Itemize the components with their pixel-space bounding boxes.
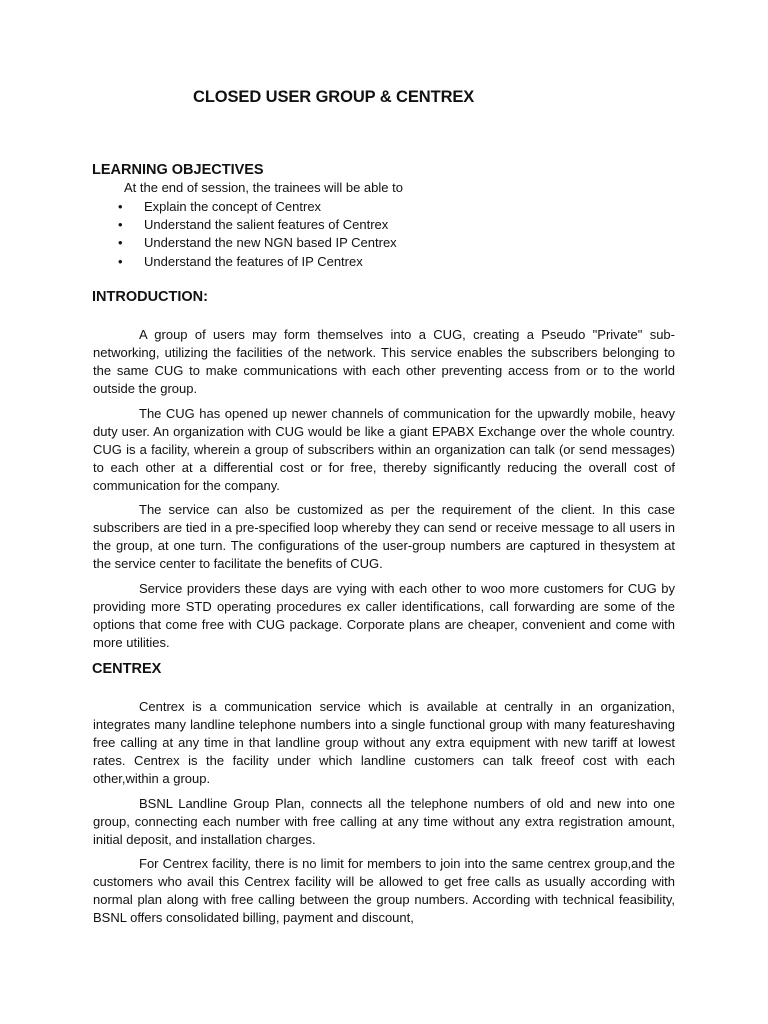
- centrex-paragraph: BSNL Landline Group Plan, connects all the telephone numbers of old and new into one group, connecting each number with free calling at any time without any extra registration amount, initial deposit, and installation charges.: [93, 796, 675, 847]
- objective-item: [120, 253, 397, 271]
- bullet-icon: •: [118, 235, 123, 251]
- introduction-paragraph: A group of users may form themselves into a CUG, creating a Pseudo "Private" sub-networking, utilizing the facilities of the network. This service enables the subscribers belonging to the same CUG to make communications with each other preventing access from or to the world outside the group.: [93, 327, 675, 396]
- objective-item: [120, 216, 397, 234]
- objective-text: Understand the salient features of Centrex: [144, 217, 389, 233]
- bullet-icon: •: [118, 217, 123, 233]
- objective-text: Understand the features of IP Centrex: [144, 253, 363, 269]
- objective-text: Understand the new NGN based IP Centrex: [144, 235, 397, 251]
- centrex-paragraph: For Centrex facility, there is no limit for members to join into the same centrex group,and the customers who avail this Centrex facility will be allowed to get free calls as usually according with normal plan along with free calling between the group numbers. According with technical feasibility, BSNL offers consolidated billing, payment and discount,: [93, 856, 675, 925]
- centrex-paragraph: Centrex is a communication service which is available at centrally in an organization, integrates many landline telephone numbers into a single functional group with many featureshaving free calling at any time in that landline group without any extra equipment with new tariff at lowest rates. Centrex is the facility under which landline customers can talk freeof cost with each other,within a group.: [93, 699, 675, 786]
- introduction-paragraph: The CUG has opened up newer channels of communication for the upwardly mobile, heavy duty user. An organization with CUG would be like a giant EPABX Exchange over the whole country. CUG is a facility, wherein a group of subscribers within an organization can talk (or send messages) to each other at a differential cost or for free, thereby significantly reducing the overall cost of communication for the company.: [93, 406, 675, 493]
- introduction-heading: INTRODUCTION:: [92, 289, 208, 305]
- learning-objectives-lead: At the end of session, the trainees will be able to: [124, 180, 403, 195]
- objective-text: Explain the concept of Centrex: [144, 199, 322, 214]
- bullet-icon: •: [118, 199, 123, 214]
- learning-objectives-heading: LEARNING OBJECTIVES: [92, 162, 264, 178]
- bullet-icon: •: [118, 253, 123, 269]
- introduction-paragraph: Service providers these days are vying with each other to woo more customers for CUG by providing more STD operating procedures ex caller identifications, call forwarding are some of the options that come free with CUG package. Corporate plans are cheaper, convenient and come with more utilities.: [93, 581, 675, 650]
- objective-item: [120, 234, 397, 252]
- centrex-heading: CENTREX: [92, 661, 162, 677]
- learning-objectives-list: [100, 198, 397, 271]
- introduction-paragraph: The service can also be customized as per the requirement of the client. In this case subscribers are tied in a pre-specified loop whereby they can send or receive message to all users in the group, at one turn. The configurations of the user-group numbers are captured in thesystem at the service center to facilitate the benefits of CUG.: [93, 502, 675, 571]
- document-title: CLOSED USER GROUP & CENTREX: [193, 88, 475, 106]
- objective-item: [120, 198, 397, 216]
